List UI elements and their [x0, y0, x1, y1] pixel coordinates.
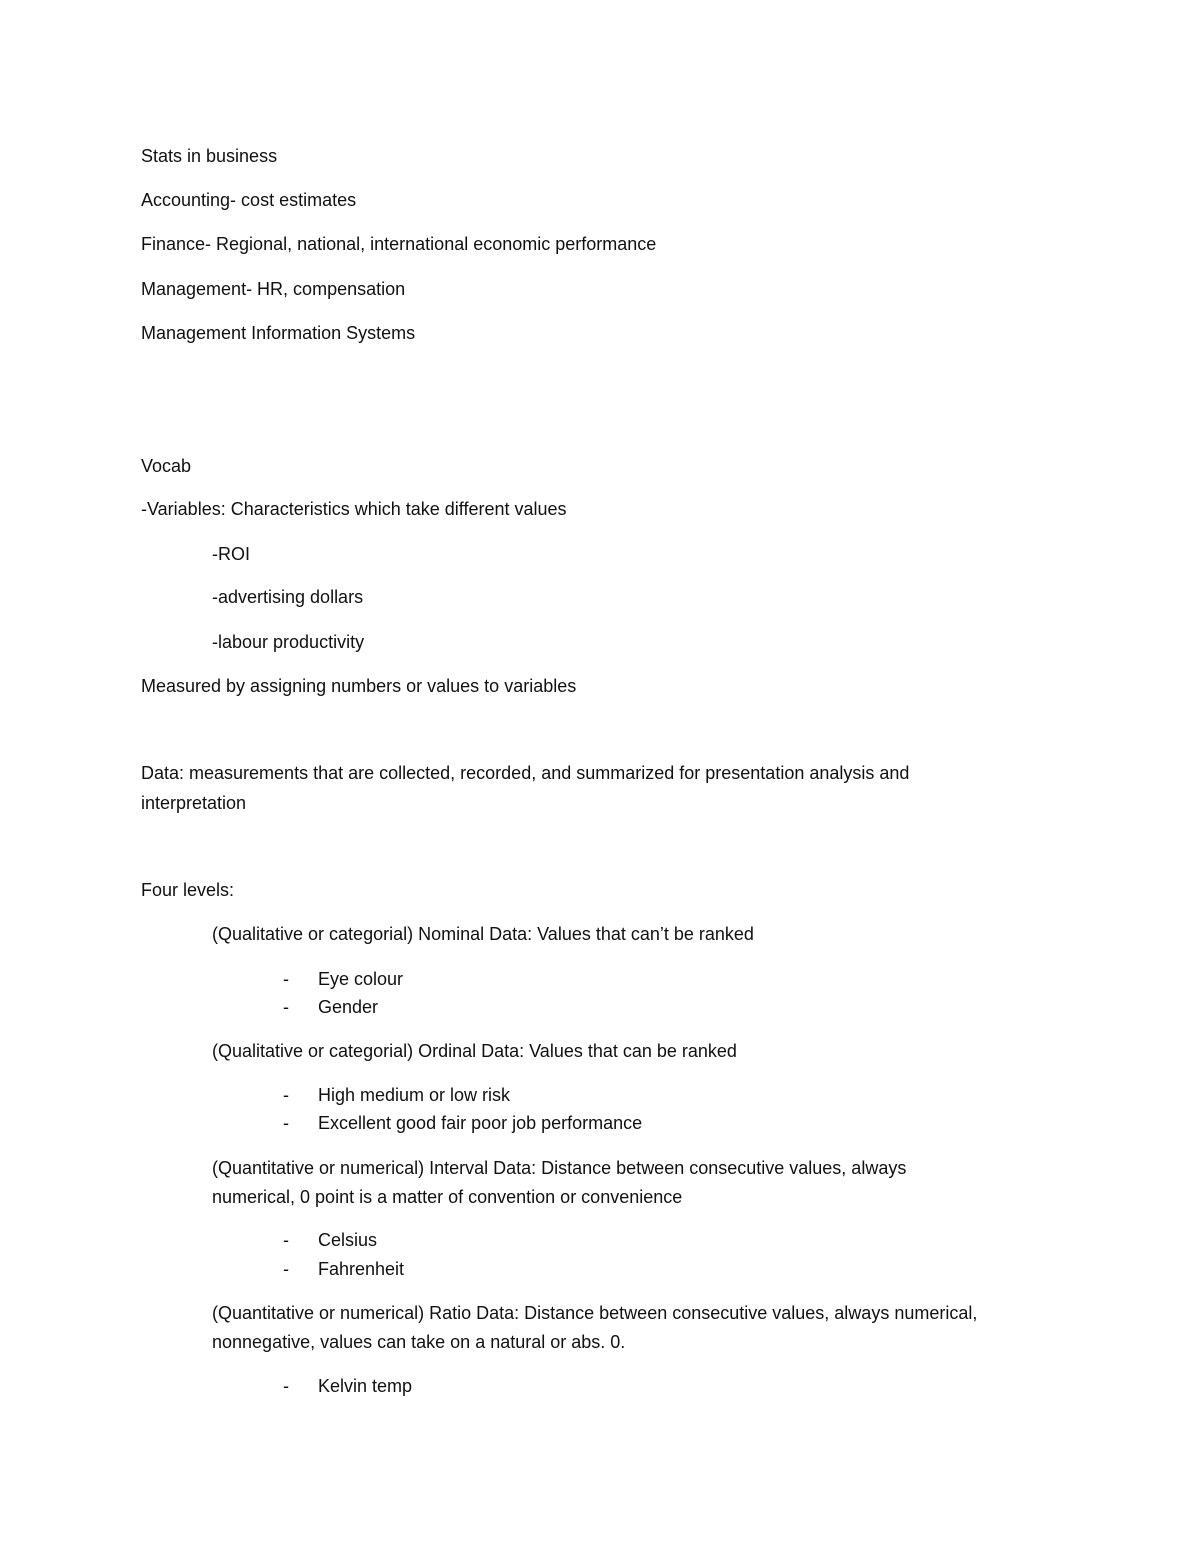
section-heading-vocab: Vocab — [141, 456, 192, 476]
text-line-measured: Measured by assigning numbers or values to variables — [141, 676, 577, 696]
level-title-nominal: (Qualitative or categorial) Nominal Data: Values that can’t be ranked — [212, 924, 754, 944]
level-title-interval-2: numerical, 0 point is a matter of convention or convenience — [212, 1187, 683, 1207]
bullet-dash: - — [283, 969, 289, 989]
bullet-dash: - — [283, 1113, 289, 1133]
example-labour-productivity: -labour productivity — [212, 632, 365, 652]
level-title-ratio-1: (Quantitative or numerical) Ratio Data: Distance between consecutive values, always numerical, — [212, 1303, 978, 1323]
example-advertising-dollars: -advertising dollars — [212, 587, 364, 607]
bullet-dash: - — [283, 1259, 289, 1279]
bullet-dash: - — [283, 997, 289, 1017]
level-title-ratio-2: nonnegative, values can take on a natural or abs. 0. — [212, 1332, 626, 1352]
text-line-finance: Finance- Regional, national, international economic performance — [141, 234, 657, 254]
text-line-data-def-2: interpretation — [141, 793, 247, 813]
text-line-accounting: Accounting- cost estimates — [141, 190, 357, 210]
level-title-interval-1: (Quantitative or numerical) Interval Data: Distance between consecutive values, always — [212, 1158, 907, 1178]
text-line-management: Management- HR, compensation — [141, 279, 406, 299]
section-heading-stats-in-business: Stats in business — [141, 146, 278, 166]
level-title-ordinal: (Qualitative or categorial) Ordinal Data: Values that can be ranked — [212, 1041, 737, 1061]
bullet-dash: - — [283, 1376, 289, 1396]
bullet-dash: - — [283, 1085, 289, 1105]
list-item-fahrenheit: Fahrenheit — [318, 1259, 405, 1279]
section-heading-four-levels: Four levels: — [141, 880, 235, 900]
text-line-data-def-1: Data: measurements that are collected, recorded, and summarized for presentation analysis and — [141, 763, 910, 783]
list-item-kelvin: Kelvin temp — [318, 1376, 413, 1396]
list-item-risk: High medium or low risk — [318, 1085, 511, 1105]
list-item-eye-colour: Eye colour — [318, 969, 404, 989]
text-line-variables-def: -Variables: Characteristics which take different values — [141, 499, 567, 519]
list-item-gender: Gender — [318, 997, 379, 1017]
example-roi: -ROI — [212, 544, 250, 564]
list-item-job-performance: Excellent good fair poor job performance — [318, 1113, 643, 1133]
bullet-dash: - — [283, 1230, 289, 1250]
text-line-mis: Management Information Systems — [141, 323, 416, 343]
list-item-celsius: Celsius — [318, 1230, 378, 1250]
